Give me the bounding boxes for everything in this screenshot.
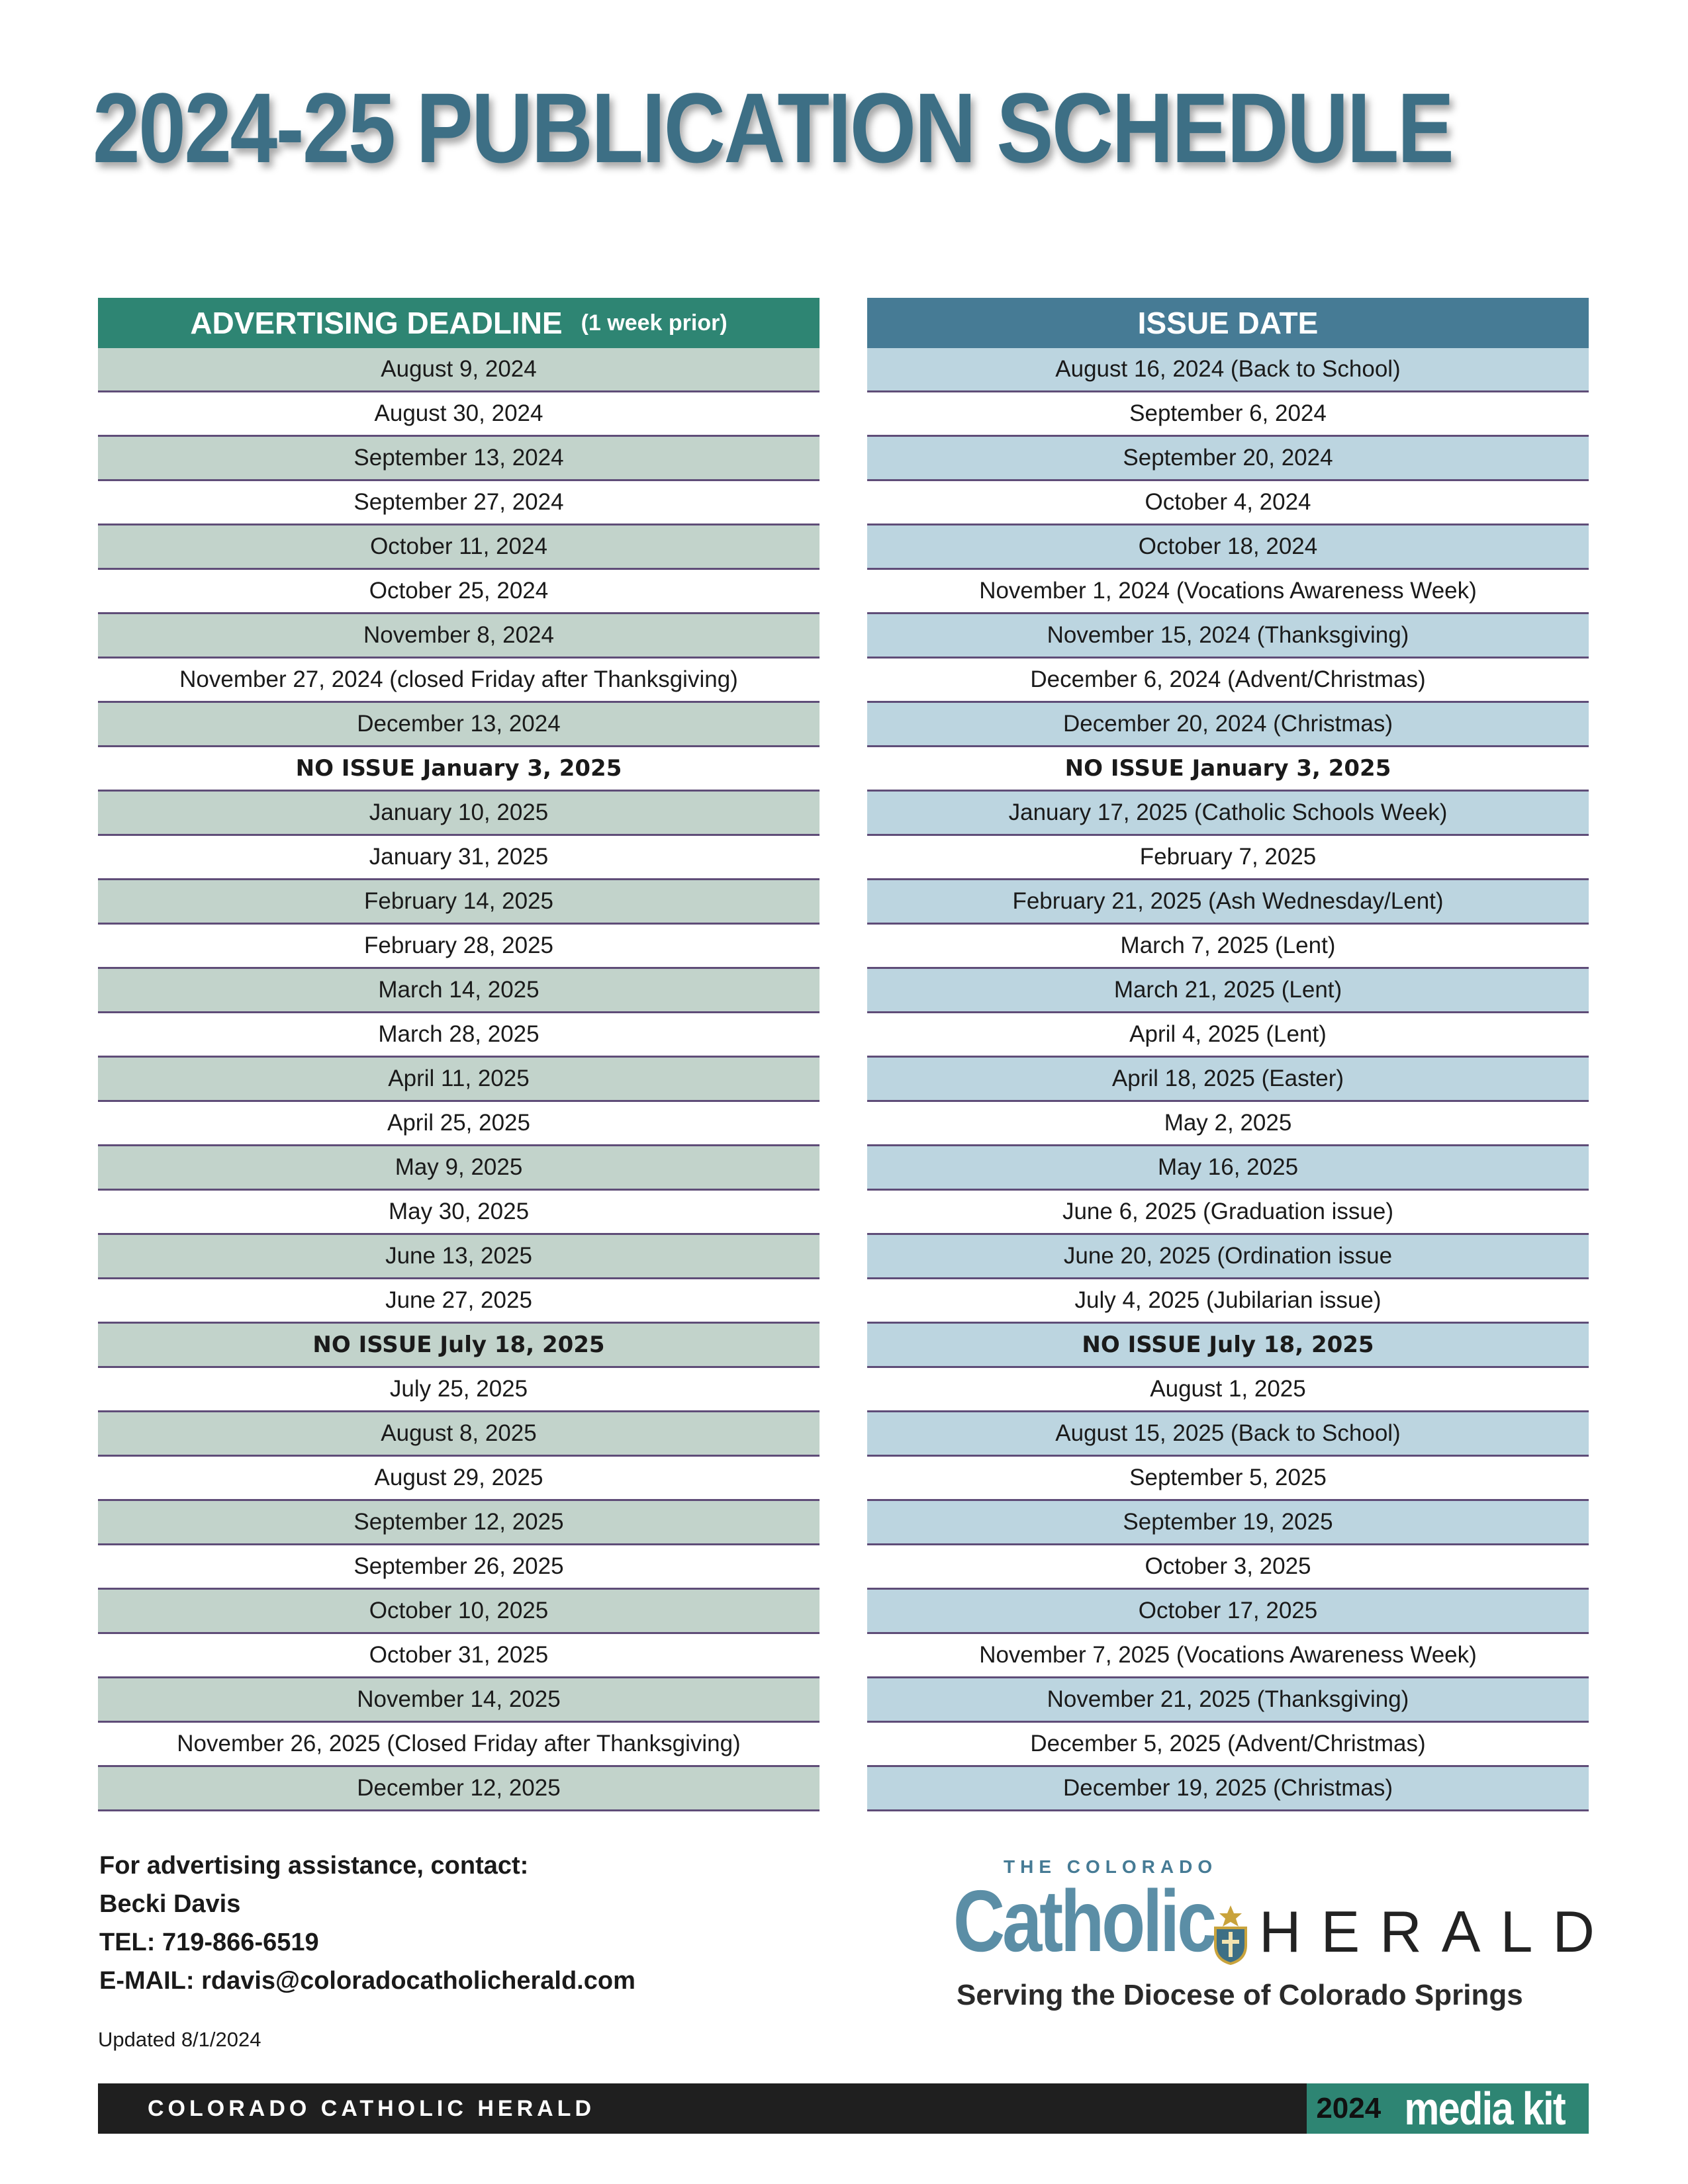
issue-date-row: August 16, 2024 (Back to School) (867, 348, 1589, 392)
advertising-deadline-row: July 25, 2025 (98, 1368, 820, 1412)
logo-herald-text: HERALD (1259, 1899, 1615, 1964)
contact-tel: TEL: 719-866-6519 (99, 1929, 319, 1956)
advertising-deadline-column (98, 298, 820, 1811)
issue-date-row: April 18, 2025 (Easter) (867, 1058, 1589, 1102)
issue-date-row: December 5, 2025 (Advent/Christmas) (867, 1723, 1589, 1767)
issue-date-rows (867, 348, 1589, 1811)
advertising-deadline-row: March 28, 2025 (98, 1013, 820, 1058)
diocese-crest-icon (1210, 1904, 1251, 1965)
advertising-deadline-row: November 14, 2025 (98, 1678, 820, 1723)
advertising-deadline-row: September 27, 2024 (98, 481, 820, 525)
issue-date-row: July 4, 2025 (Jubilarian issue) (867, 1279, 1589, 1324)
advertising-deadline-row: March 14, 2025 (98, 969, 820, 1013)
advertising-deadline-header-note: (1 week prior) (581, 310, 727, 336)
advertising-deadline-row: June 27, 2025 (98, 1279, 820, 1324)
advertising-deadline-row: November 26, 2025 (Closed Friday after Thanksgiving) (98, 1723, 820, 1767)
advertising-deadline-header-label: ADVERTISING DEADLINE (190, 306, 563, 340)
issue-date-row: November 1, 2024 (Vocations Awareness Week) (867, 570, 1589, 614)
issue-date-row: NO ISSUE January 3, 2025 (867, 747, 1589, 792)
advertising-deadline-row: September 12, 2025 (98, 1501, 820, 1545)
issue-date-row: May 2, 2025 (867, 1102, 1589, 1146)
advertising-deadline-row: February 14, 2025 (98, 880, 820, 925)
advertising-deadline-row: October 11, 2024 (98, 525, 820, 570)
advertising-deadline-row: November 8, 2024 (98, 614, 820, 659)
issue-date-row: December 19, 2025 (Christmas) (867, 1767, 1589, 1811)
media-kit-label: media kit (1404, 2083, 1566, 2134)
advertising-deadline-row: August 8, 2025 (98, 1412, 820, 1457)
page-title: 2024-25 PUBLICATION SCHEDULE (93, 72, 1453, 183)
issue-date-row: September 5, 2025 (867, 1457, 1589, 1501)
issue-date-row: August 1, 2025 (867, 1368, 1589, 1412)
issue-date-row: June 20, 2025 (Ordination issue (867, 1235, 1589, 1279)
advertising-deadline-header (98, 298, 820, 348)
issue-date-row: September 20, 2024 (867, 437, 1589, 481)
advertising-deadline-row: October 25, 2024 (98, 570, 820, 614)
advertising-deadline-row: January 31, 2025 (98, 836, 820, 880)
issue-date-row: January 17, 2025 (Catholic Schools Week) (867, 792, 1589, 836)
issue-date-row: October 3, 2025 (867, 1545, 1589, 1590)
footer-media-kit-badge (1307, 2083, 1589, 2134)
advertising-deadline-row: May 30, 2025 (98, 1191, 820, 1235)
advertising-deadline-row: September 13, 2024 (98, 437, 820, 481)
issue-date-row: November 15, 2024 (Thanksgiving) (867, 614, 1589, 659)
advertising-deadline-row: NO ISSUE July 18, 2025 (98, 1324, 820, 1368)
contact-name: Becki Davis (99, 1890, 241, 1918)
updated-date: Updated 8/1/2024 (98, 2028, 261, 2051)
issue-date-row: NO ISSUE July 18, 2025 (867, 1324, 1589, 1368)
advertising-deadline-row: February 28, 2025 (98, 925, 820, 969)
issue-date-row: March 7, 2025 (Lent) (867, 925, 1589, 969)
advertising-deadline-row: September 26, 2025 (98, 1545, 820, 1590)
issue-date-header (867, 298, 1589, 348)
advertising-deadline-rows (98, 348, 820, 1811)
issue-date-row: November 21, 2025 (Thanksgiving) (867, 1678, 1589, 1723)
issue-date-row: August 15, 2025 (Back to School) (867, 1412, 1589, 1457)
issue-date-row: October 17, 2025 (867, 1590, 1589, 1634)
advertising-deadline-row: May 9, 2025 (98, 1146, 820, 1191)
issue-date-row: April 4, 2025 (Lent) (867, 1013, 1589, 1058)
advertising-deadline-row: December 12, 2025 (98, 1767, 820, 1811)
issue-date-row: October 18, 2024 (867, 525, 1589, 570)
advertising-deadline-row: April 11, 2025 (98, 1058, 820, 1102)
issue-date-row: December 6, 2024 (Advent/Christmas) (867, 659, 1589, 703)
advertising-deadline-row: April 25, 2025 (98, 1102, 820, 1146)
contact-email: E-MAIL: rdavis@coloradocatholicherald.com (99, 1967, 635, 1995)
contact-block (99, 1846, 635, 2000)
issue-date-row: December 20, 2024 (Christmas) (867, 703, 1589, 747)
contact-intro: For advertising assistance, contact: (99, 1852, 529, 1880)
issue-date-row: March 21, 2025 (Lent) (867, 969, 1589, 1013)
issue-date-row: February 21, 2025 (Ash Wednesday/Lent) (867, 880, 1589, 925)
advertising-deadline-row: January 10, 2025 (98, 792, 820, 836)
issue-date-row: May 16, 2025 (867, 1146, 1589, 1191)
footer-bar (98, 2083, 1307, 2134)
advertising-deadline-row: August 29, 2025 (98, 1457, 820, 1501)
issue-date-row: February 7, 2025 (867, 836, 1589, 880)
issue-date-header-label: ISSUE DATE (1137, 306, 1319, 340)
advertising-deadline-row: November 27, 2024 (closed Friday after Thanksgiving) (98, 659, 820, 703)
advertising-deadline-row: October 31, 2025 (98, 1634, 820, 1678)
advertising-deadline-row: NO ISSUE January 3, 2025 (98, 747, 820, 792)
issue-date-row: October 4, 2024 (867, 481, 1589, 525)
logo-main-text: Catholic (953, 1872, 1215, 1970)
advertising-deadline-row: June 13, 2025 (98, 1235, 820, 1279)
advertising-deadline-row: October 10, 2025 (98, 1590, 820, 1634)
issue-date-row: June 6, 2025 (Graduation issue) (867, 1191, 1589, 1235)
advertising-deadline-row: August 9, 2024 (98, 348, 820, 392)
footer-publication-name: COLORADO CATHOLIC HERALD (148, 2095, 595, 2121)
advertising-deadline-row: December 13, 2024 (98, 703, 820, 747)
issue-date-row: September 6, 2024 (867, 392, 1589, 437)
issue-date-row: November 7, 2025 (Vocations Awareness Week) (867, 1634, 1589, 1678)
media-kit-year: 2024 (1316, 2092, 1382, 2124)
logo-small-text: THE COLORADO (1004, 1856, 1218, 1877)
issue-date-column (867, 298, 1589, 1811)
logo-tagline: Serving the Diocese of Colorado Springs (957, 1979, 1523, 2011)
issue-date-row: September 19, 2025 (867, 1501, 1589, 1545)
advertising-deadline-row: August 30, 2024 (98, 392, 820, 437)
